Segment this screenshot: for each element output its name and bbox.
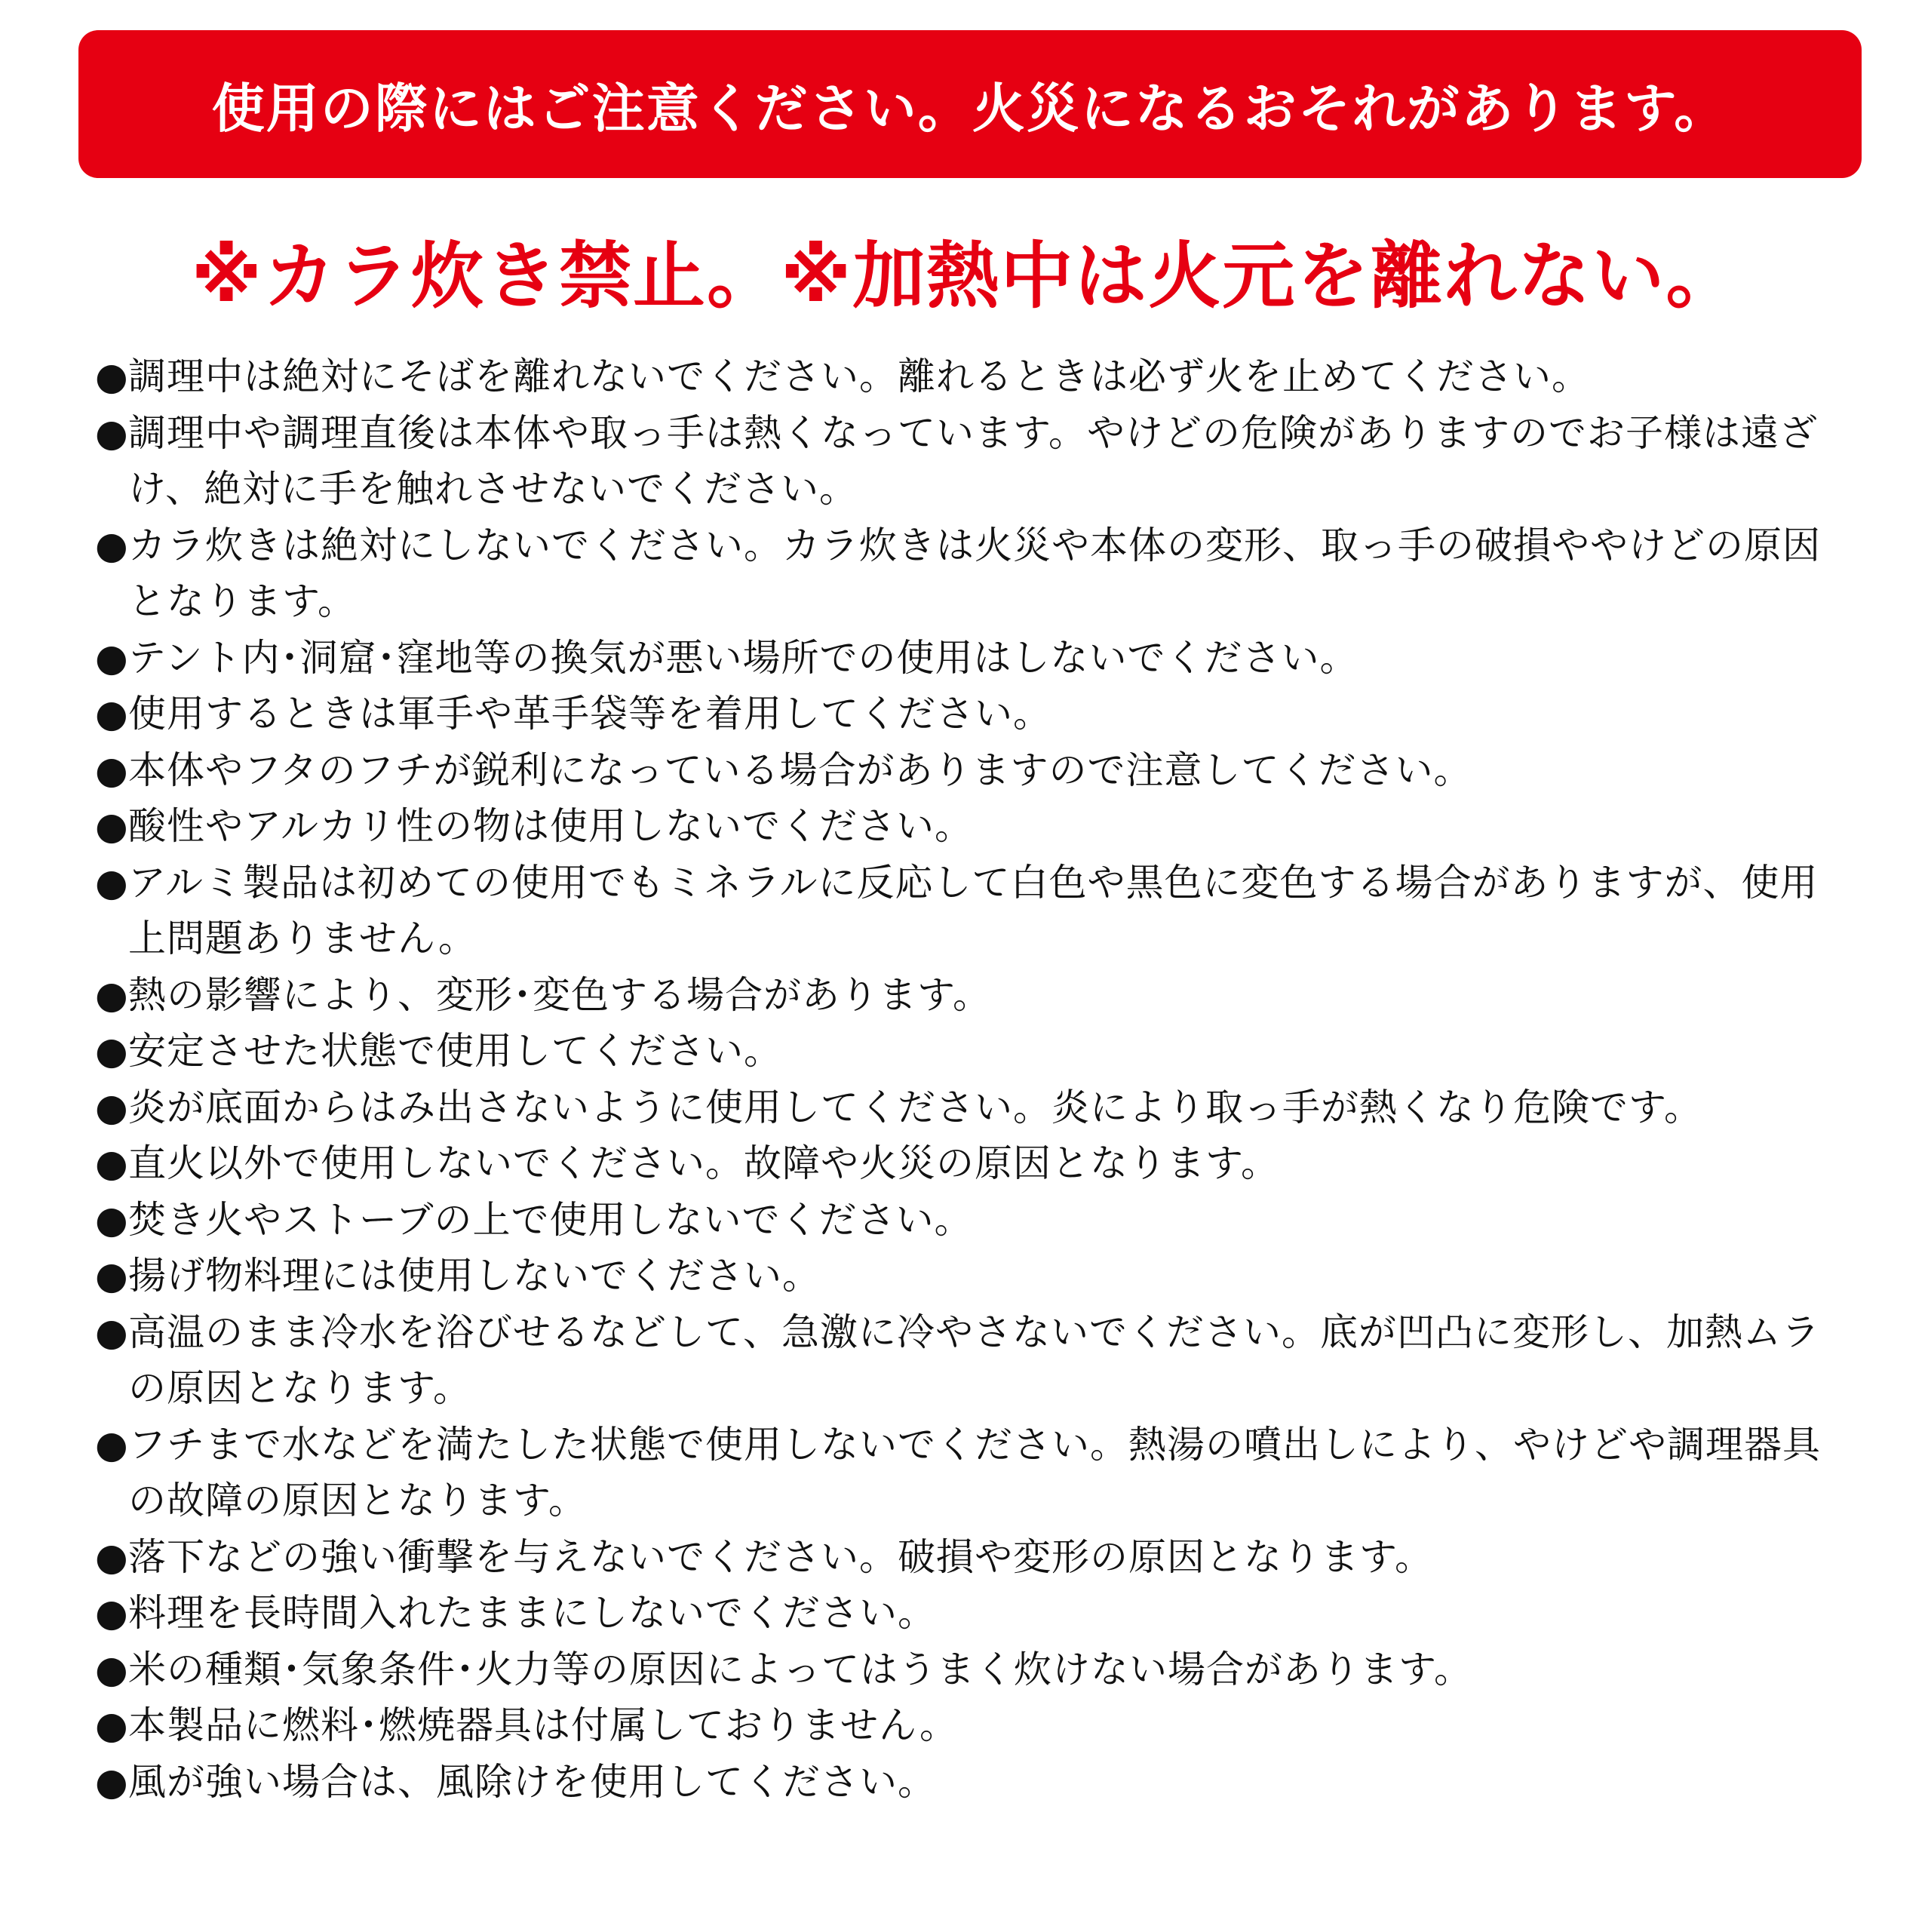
- caution-item-text: 酸性やアルカリ性の物は使用しないでください。: [128, 804, 973, 848]
- bullet-icon: ●: [95, 1759, 129, 1804]
- caution-item-text: アルミ製品は初めての使用でもミネラルに反応して白色や黒色に変色する場合がありますが、使用上問題ありません。: [128, 860, 1819, 960]
- bullet-icon: ●: [95, 860, 129, 905]
- caution-item-text: 調理中や調理直後は本体や取っ手は熱くなっています。やけどの危険がありますのでお子様は遠ざけ、絶対に手を触れさせないでください。: [128, 410, 1818, 511]
- caution-item: [95, 1417, 1830, 1529]
- bullet-icon: ●: [95, 1647, 129, 1691]
- bullet-icon: ●: [95, 1085, 129, 1129]
- caution-item: [95, 742, 1830, 799]
- caution-item: [95, 798, 1830, 855]
- caution-item: [95, 1192, 1830, 1249]
- caution-item: [95, 1023, 1830, 1080]
- bullet-icon: ●: [95, 1141, 129, 1185]
- caution-item-text: 風が強い場合は、風除けを使用してください。: [128, 1759, 936, 1804]
- caution-item: [95, 1135, 1830, 1192]
- caution-item: [95, 686, 1830, 742]
- caution-item: [95, 1304, 1830, 1417]
- caution-item: [95, 1529, 1830, 1586]
- caution-item: [95, 1642, 1830, 1698]
- caution-item: [95, 1585, 1830, 1642]
- caution-item: [95, 855, 1830, 967]
- caution-item: [95, 349, 1830, 405]
- caution-item-text: 米の種類･気象条件･火力等の原因によってはうまく炊けない場合があります。: [128, 1647, 1472, 1691]
- bullet-icon: ●: [95, 355, 129, 398]
- caution-item: [95, 630, 1830, 686]
- bullet-icon: ●: [95, 804, 129, 848]
- caution-item: [95, 1754, 1830, 1811]
- caution-item: [95, 405, 1830, 518]
- bullet-icon: ●: [95, 523, 129, 567]
- caution-item: [95, 1248, 1830, 1304]
- bullet-icon: ●: [95, 1591, 129, 1635]
- bullet-icon: ●: [95, 692, 129, 736]
- bullet-icon: ●: [95, 1534, 129, 1579]
- bullet-icon: ●: [95, 410, 129, 455]
- caution-item-text: 使用するときは軍手や革手袋等を着用してください。: [128, 692, 1051, 736]
- caution-item-text: 焚き火やストーブの上で使用しないでください。: [128, 1197, 973, 1242]
- warning-banner-text: 使用の際にはご注意ください。火災になるおそれがあります。: [211, 77, 1729, 140]
- caution-item: [95, 1080, 1830, 1136]
- caution-item: [95, 1697, 1830, 1754]
- caution-item-text: 調理中は絶対にそばを離れないでください。離れるときは必ず火を止めてください。: [128, 355, 1590, 398]
- bullet-icon: ●: [95, 635, 129, 680]
- caution-item-text: フチまで水などを満たした状態で使用しないでください。熱湯の噴出しにより、やけどや調理器具の故障の原因となります。: [128, 1422, 1821, 1522]
- caution-item-text: 高温のまま冷水を浴びせるなどして、急激に冷やさないでください。底が凹凸に変形し、加熱ムラの原因となります。: [128, 1310, 1820, 1410]
- bullet-icon: ●: [95, 1310, 129, 1354]
- caution-item: [95, 518, 1830, 630]
- bullet-icon: ●: [95, 972, 129, 1017]
- caution-item-text: 熱の影響により、変形･変色する場合があります。: [128, 972, 991, 1017]
- caution-list: [95, 349, 1830, 1810]
- bullet-icon: ●: [95, 1029, 129, 1073]
- caution-item-text: 安定させた状態で使用してください。: [128, 1029, 782, 1073]
- caution-item: [95, 967, 1830, 1024]
- bullet-icon: ●: [95, 748, 129, 792]
- caution-item-text: カラ炊きは絶対にしないでください。カラ炊きは火災や本体の変形、取っ手の破損ややけどの原因となります。: [128, 523, 1821, 623]
- caution-item-text: 炎が底面からはみ出さないように使用してください。炎により取っ手が熱くなり危険です。: [128, 1085, 1702, 1129]
- bullet-icon: ●: [95, 1254, 129, 1298]
- caution-item-text: 揚げ物料理には使用しないでください。: [128, 1254, 821, 1298]
- bullet-icon: ●: [95, 1703, 129, 1747]
- caution-item-text: 落下などの強い衝撃を与えないでください。破損や変形の原因となります。: [128, 1534, 1433, 1579]
- bullet-icon: ●: [95, 1422, 129, 1467]
- caution-item-text: 本体やフタのフチが鋭利になっている場合がありますので注意してください。: [128, 748, 1472, 792]
- caution-item-text: 本製品に燃料･燃焼器具は付属しておりません。: [128, 1703, 958, 1747]
- caution-item-text: テント内･洞窟･窪地等の換気が悪い場所での使用はしないでください。: [128, 635, 1358, 680]
- caution-item-text: 料理を長時間入れたままにしないでください。: [128, 1591, 936, 1635]
- bullet-icon: ●: [95, 1197, 129, 1242]
- prohibition-heading: ※カラ炊き禁止。※加熱中は火元を離れない。: [191, 234, 1740, 318]
- caution-item-text: 直火以外で使用しないでください。故障や火災の原因となります。: [128, 1141, 1279, 1185]
- warning-banner: [78, 30, 1862, 178]
